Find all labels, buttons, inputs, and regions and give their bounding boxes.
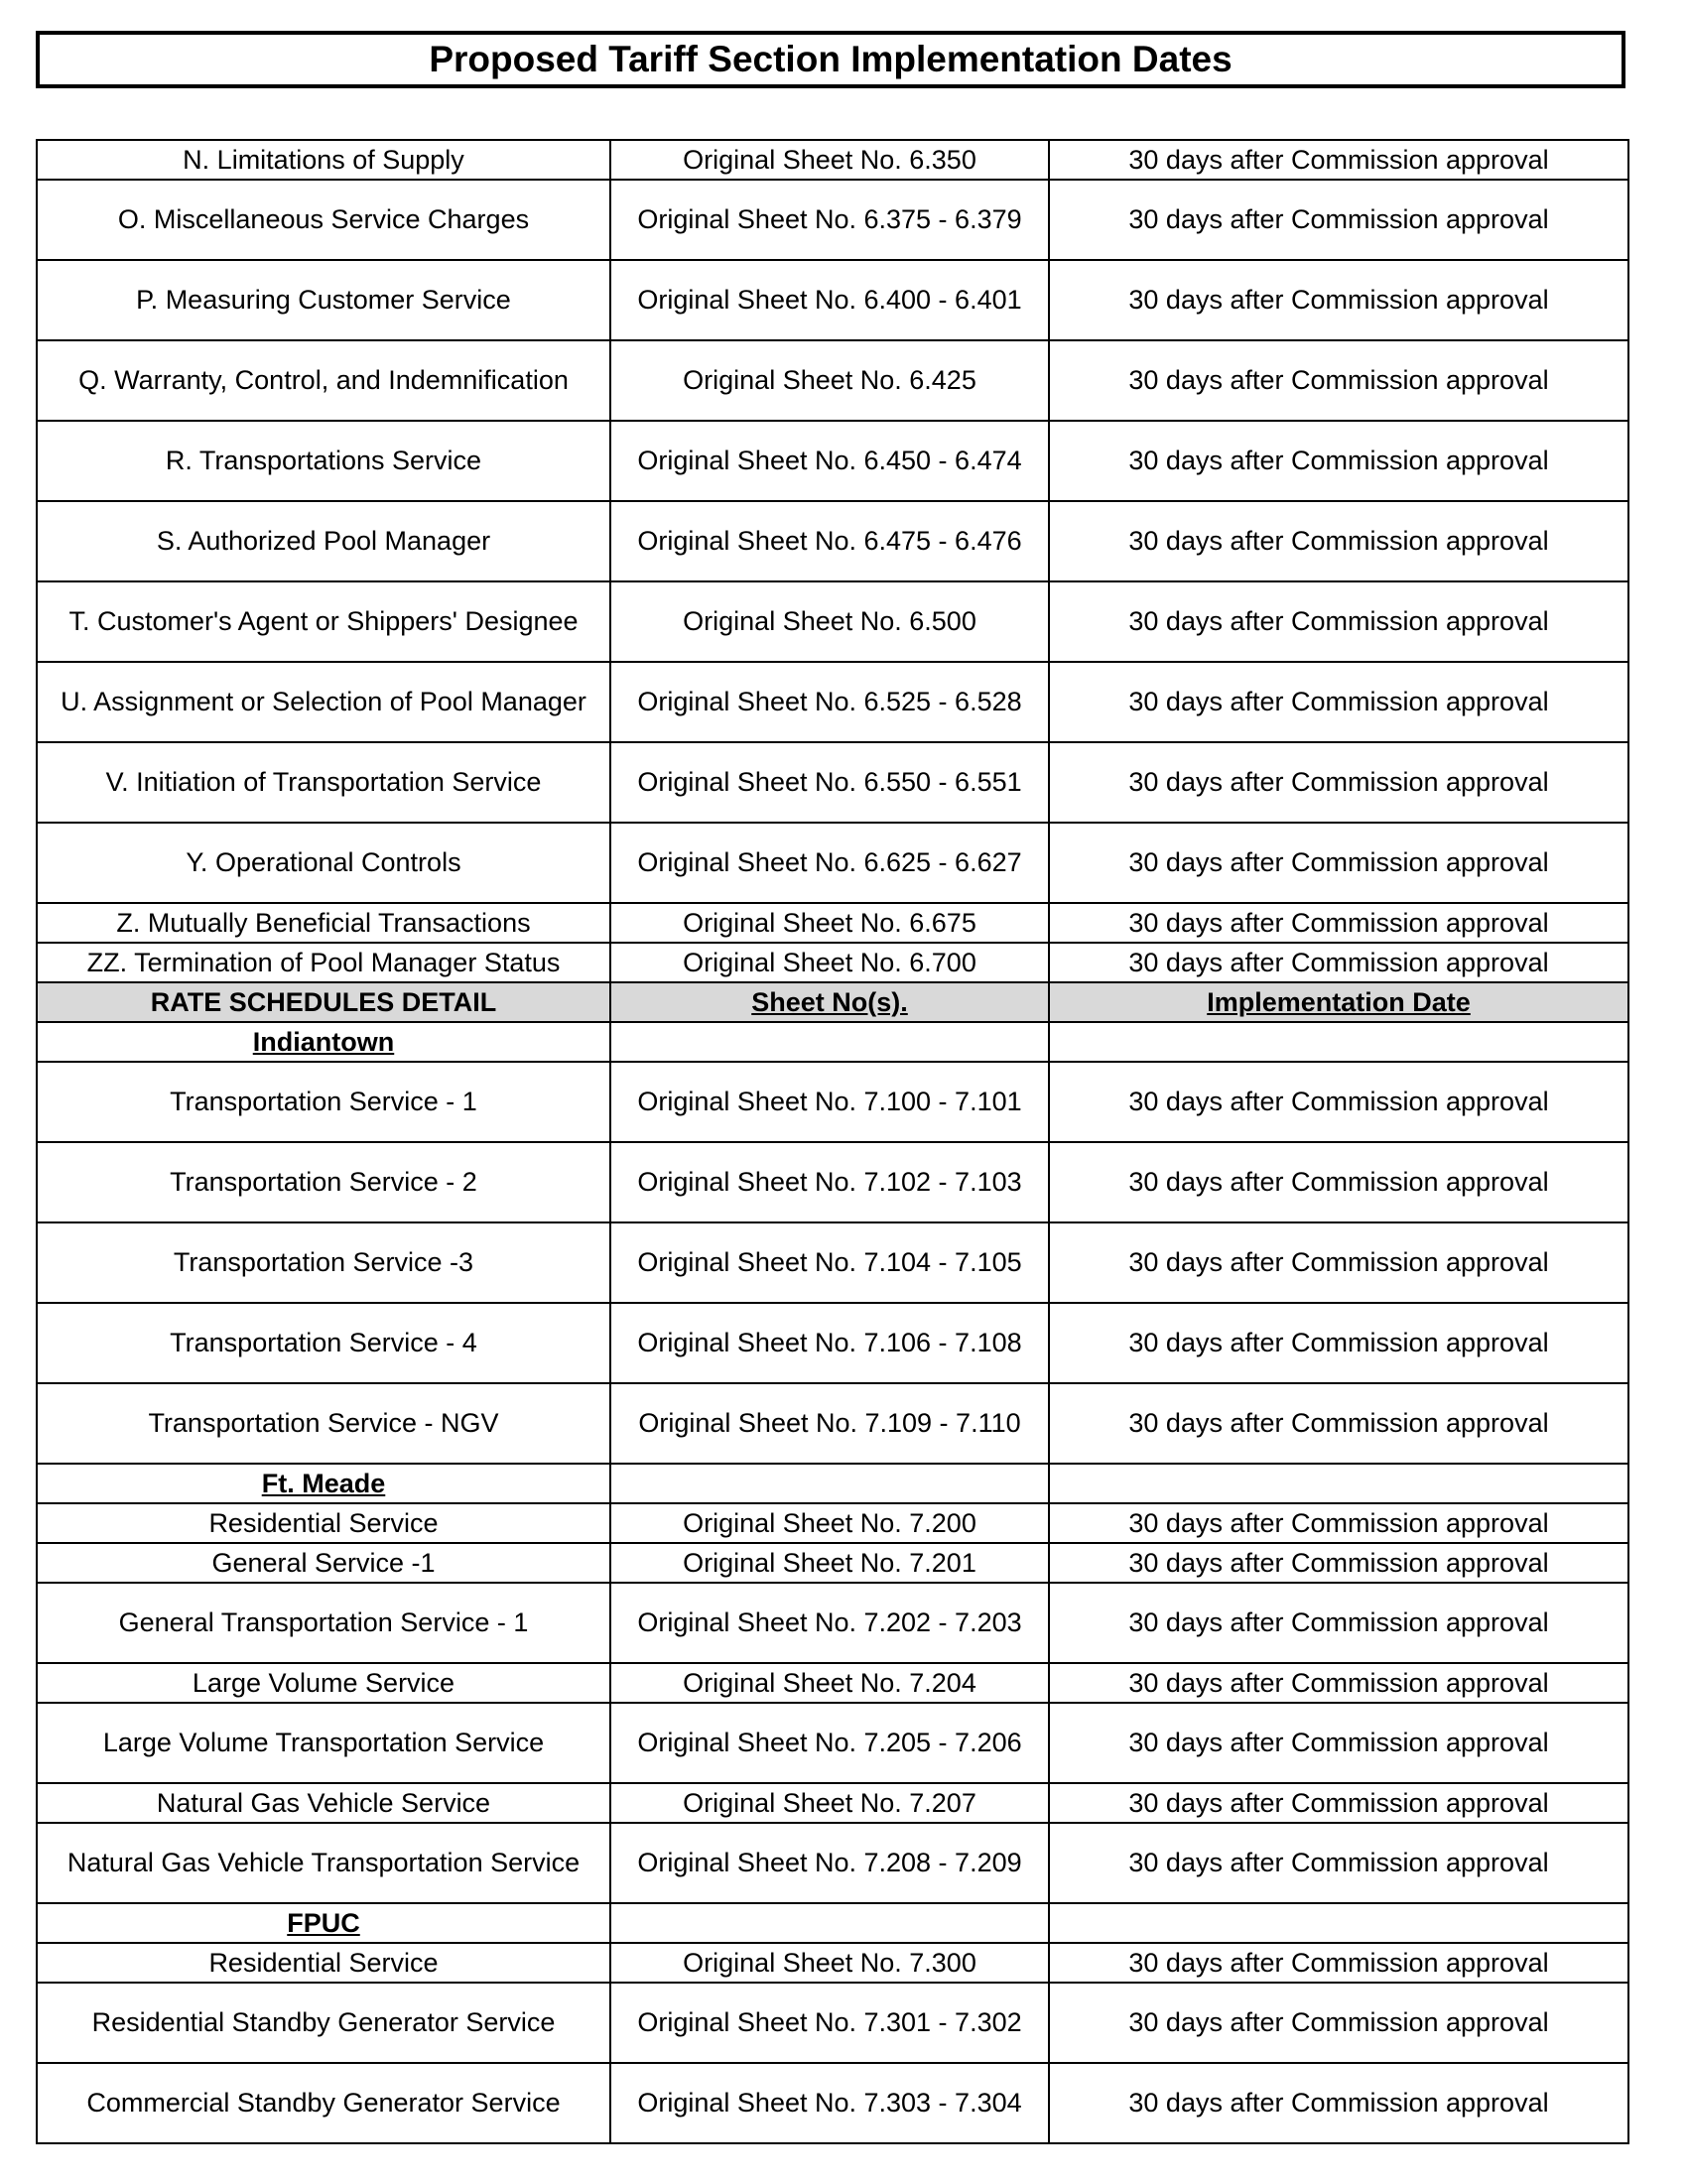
sheet-cell	[610, 1903, 1049, 1943]
section-cell: Y. Operational Controls	[37, 823, 610, 903]
implementation-date-cell: 30 days after Commission approval	[1049, 1583, 1628, 1663]
table-row	[37, 1383, 1628, 1464]
table-row	[37, 903, 1628, 943]
section-cell: Residential Standby Generator Service	[37, 1983, 610, 2063]
table-row	[37, 260, 1628, 340]
sheet-cell: Original Sheet No. 6.350	[610, 140, 1049, 180]
sheet-cell: Original Sheet No. 6.400 - 6.401	[610, 260, 1049, 340]
section-cell: S. Authorized Pool Manager	[37, 501, 610, 581]
table-body	[37, 140, 1628, 2143]
section-cell: RATE SCHEDULES DETAIL	[37, 982, 610, 1022]
table-row	[37, 1142, 1628, 1222]
implementation-date-cell: 30 days after Commission approval	[1049, 2063, 1628, 2143]
sheet-cell: Original Sheet No. 6.675	[610, 903, 1049, 943]
section-cell: Natural Gas Vehicle Service	[37, 1783, 610, 1823]
sheet-cell: Original Sheet No. 6.425	[610, 340, 1049, 421]
section-cell: Transportation Service - NGV	[37, 1383, 610, 1464]
section-cell: Q. Warranty, Control, and Indemnification	[37, 340, 610, 421]
implementation-date-cell: 30 days after Commission approval	[1049, 1142, 1628, 1222]
implementation-date-cell: 30 days after Commission approval	[1049, 260, 1628, 340]
implementation-date-cell: 30 days after Commission approval	[1049, 1543, 1628, 1583]
table-row	[37, 340, 1628, 421]
table-row	[37, 1703, 1628, 1783]
implementation-date-cell: 30 days after Commission approval	[1049, 421, 1628, 501]
table-row	[37, 742, 1628, 823]
sheet-cell: Original Sheet No. 6.550 - 6.551	[610, 742, 1049, 823]
table-row	[37, 1943, 1628, 1983]
implementation-date-cell: 30 days after Commission approval	[1049, 742, 1628, 823]
implementation-date-cell: 30 days after Commission approval	[1049, 823, 1628, 903]
section-cell	[37, 1903, 610, 1943]
table-row	[37, 1983, 1628, 2063]
implementation-date-cell: 30 days after Commission approval	[1049, 340, 1628, 421]
sheet-cell: Original Sheet No. 7.100 - 7.101	[610, 1062, 1049, 1142]
implementation-date-cell: 30 days after Commission approval	[1049, 501, 1628, 581]
section-cell: Large Volume Transportation Service	[37, 1703, 610, 1783]
implementation-date-cell: 30 days after Commission approval	[1049, 1983, 1628, 2063]
sheet-cell	[610, 1022, 1049, 1062]
section-cell: General Transportation Service - 1	[37, 1583, 610, 1663]
section-cell: Natural Gas Vehicle Transportation Service	[37, 1823, 610, 1903]
implementation-date-cell: 30 days after Commission approval	[1049, 1383, 1628, 1464]
section-cell: Transportation Service -3	[37, 1222, 610, 1303]
sheet-cell: Original Sheet No. 7.204	[610, 1663, 1049, 1703]
sheet-cell: Original Sheet No. 7.200	[610, 1503, 1049, 1543]
table-row	[37, 421, 1628, 501]
implementation-date-cell: 30 days after Commission approval	[1049, 1943, 1628, 1983]
implementation-date-cell: 30 days after Commission approval	[1049, 943, 1628, 982]
table-row	[37, 180, 1628, 260]
section-cell	[37, 1464, 610, 1503]
table-row	[37, 2063, 1628, 2143]
sheet-cell: Original Sheet No. 6.625 - 6.627	[610, 823, 1049, 903]
sheet-cell: Original Sheet No. 7.301 - 7.302	[610, 1983, 1049, 2063]
implementation-date-cell	[1049, 1464, 1628, 1503]
section-cell	[37, 1022, 610, 1062]
section-cell: N. Limitations of Supply	[37, 140, 610, 180]
sheet-cell: Original Sheet No. 7.303 - 7.304	[610, 2063, 1049, 2143]
sheet-cell: Original Sheet No. 6.525 - 6.528	[610, 662, 1049, 742]
implementation-date-cell: 30 days after Commission approval	[1049, 662, 1628, 742]
sheet-cell: Original Sheet No. 7.201	[610, 1543, 1049, 1583]
group-heading-label: Ft. Meade	[261, 1468, 386, 1498]
implementation-date-cell: 30 days after Commission approval	[1049, 1062, 1628, 1142]
tariff-implementation-table	[36, 139, 1629, 2144]
table-row	[37, 662, 1628, 742]
section-cell: O. Miscellaneous Service Charges	[37, 180, 610, 260]
implementation-date-cell: Implementation Date	[1049, 982, 1628, 1022]
section-cell: Residential Service	[37, 1503, 610, 1543]
group-heading-row	[37, 1022, 1628, 1062]
implementation-date-cell: 30 days after Commission approval	[1049, 140, 1628, 180]
table-row	[37, 1583, 1628, 1663]
implementation-date-cell: 30 days after Commission approval	[1049, 1303, 1628, 1383]
implementation-date-cell: 30 days after Commission approval	[1049, 903, 1628, 943]
section-cell: Large Volume Service	[37, 1663, 610, 1703]
sheet-cell: Original Sheet No. 7.109 - 7.110	[610, 1383, 1049, 1464]
table-row	[37, 1503, 1628, 1543]
implementation-date-cell: 30 days after Commission approval	[1049, 180, 1628, 260]
section-cell: Residential Service	[37, 1943, 610, 1983]
sheet-cell: Original Sheet No. 7.106 - 7.108	[610, 1303, 1049, 1383]
sheet-cell: Original Sheet No. 7.300	[610, 1943, 1049, 1983]
table-row	[37, 1303, 1628, 1383]
group-heading-row	[37, 1464, 1628, 1503]
table-row	[37, 823, 1628, 903]
section-cell: Z. Mutually Beneficial Transactions	[37, 903, 610, 943]
sheet-cell: Original Sheet No. 7.208 - 7.209	[610, 1823, 1049, 1903]
section-cell: Transportation Service - 1	[37, 1062, 610, 1142]
table-row	[37, 501, 1628, 581]
section-cell: General Service -1	[37, 1543, 610, 1583]
table-row	[37, 581, 1628, 662]
section-cell: ZZ. Termination of Pool Manager Status	[37, 943, 610, 982]
section-cell: P. Measuring Customer Service	[37, 260, 610, 340]
group-heading-label: Indiantown	[252, 1026, 395, 1057]
table-row	[37, 943, 1628, 982]
section-cell: U. Assignment or Selection of Pool Manager	[37, 662, 610, 742]
sheet-cell: Original Sheet No. 6.500	[610, 581, 1049, 662]
sheet-cell: Original Sheet No. 6.475 - 6.476	[610, 501, 1049, 581]
implementation-date-cell: 30 days after Commission approval	[1049, 1783, 1628, 1823]
implementation-date-cell: 30 days after Commission approval	[1049, 1663, 1628, 1703]
group-heading-row	[37, 1903, 1628, 1943]
sheet-cell: Original Sheet No. 6.700	[610, 943, 1049, 982]
sheet-cell: Original Sheet No. 7.202 - 7.203	[610, 1583, 1049, 1663]
page-title: Proposed Tariff Section Implementation Dates	[36, 31, 1625, 88]
sheet-cell	[610, 1464, 1049, 1503]
table-header-row	[37, 982, 1628, 1022]
implementation-date-cell	[1049, 1022, 1628, 1062]
implementation-date-cell: 30 days after Commission approval	[1049, 1823, 1628, 1903]
section-cell: Transportation Service - 4	[37, 1303, 610, 1383]
sheet-cell: Original Sheet No. 7.102 - 7.103	[610, 1142, 1049, 1222]
sheet-cell: Original Sheet No. 6.375 - 6.379	[610, 180, 1049, 260]
section-cell: Commercial Standby Generator Service	[37, 2063, 610, 2143]
sheet-cell: Original Sheet No. 7.104 - 7.105	[610, 1222, 1049, 1303]
implementation-date-cell	[1049, 1903, 1628, 1943]
group-heading-label: FPUC	[287, 1907, 360, 1938]
implementation-date-cell: 30 days after Commission approval	[1049, 1503, 1628, 1543]
implementation-date-cell: 30 days after Commission approval	[1049, 581, 1628, 662]
table-row	[37, 1823, 1628, 1903]
table-row	[37, 1543, 1628, 1583]
sheet-cell: Original Sheet No. 6.450 - 6.474	[610, 421, 1049, 501]
implementation-date-cell: 30 days after Commission approval	[1049, 1703, 1628, 1783]
table-row	[37, 140, 1628, 180]
sheet-cell: Sheet No(s).	[610, 982, 1049, 1022]
table-row	[37, 1062, 1628, 1142]
table-row	[37, 1783, 1628, 1823]
sheet-cell: Original Sheet No. 7.205 - 7.206	[610, 1703, 1049, 1783]
section-cell: T. Customer's Agent or Shippers' Designee	[37, 581, 610, 662]
section-cell: V. Initiation of Transportation Service	[37, 742, 610, 823]
implementation-date-cell: 30 days after Commission approval	[1049, 1222, 1628, 1303]
table-row	[37, 1663, 1628, 1703]
sheet-cell: Original Sheet No. 7.207	[610, 1783, 1049, 1823]
table-row	[37, 1222, 1628, 1303]
section-cell: Transportation Service - 2	[37, 1142, 610, 1222]
section-cell: R. Transportations Service	[37, 421, 610, 501]
